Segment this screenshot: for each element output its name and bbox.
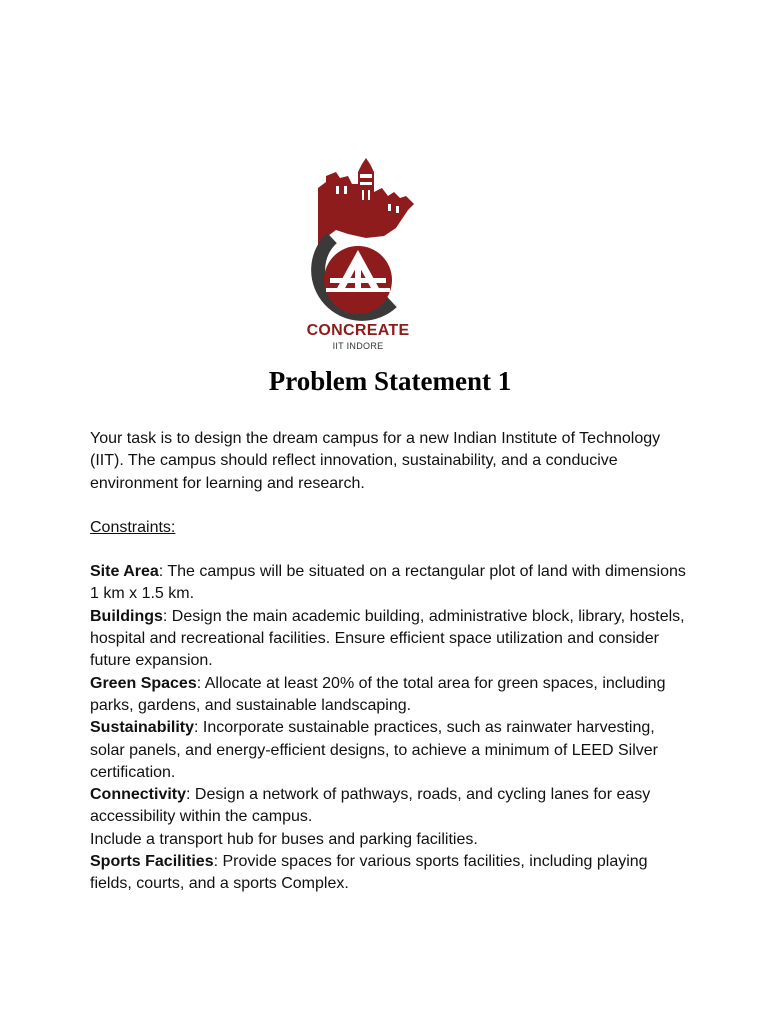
concreate-logo-emblem [296,152,424,322]
logo-brand-name: CONCREATE [306,322,410,339]
constraint-text: Include a transport hub for buses and parking facilities. [90,830,478,848]
constraints-heading: Constraints: [90,518,176,536]
constraint-item [90,829,690,851]
constraint-item [90,717,690,784]
constraint-term: Connectivity [90,786,187,804]
constraint-item [90,784,690,829]
constraint-item [90,851,690,896]
constraint-term: Buildings [90,607,163,625]
spacer [90,495,690,517]
constraint-text: : Provide spaces for various sports facilities, including playing fields, courts, and a sports Complex. [90,853,648,893]
page-title: Problem Statement 1 [268,366,512,396]
document-body [90,428,690,896]
constraint-text: : Allocate at least 20% of the total area for green spaces, including parks, gardens, and sustainable landscaping. [90,674,666,714]
constraint-text: : Design the main academic building, administrative block, library, hostels, hospital and recreational facilities. Ensure efficient space utilization and consider future expansion. [90,607,685,670]
constraint-term: Site Area [90,563,159,581]
constraint-term: Green Spaces [90,674,197,692]
constraint-item [90,561,690,606]
logo-brand-subtitle: IIT INDORE [332,341,384,351]
constraint-item [90,606,690,673]
intro-paragraph: Your task is to design the dream campus for a new Indian Institute of Technology (IIT). The campus should reflect innovation, sustainability, and a conducive environment for learning and research. [90,430,661,492]
spacer [90,539,690,561]
constraint-item [90,673,690,718]
constraint-term: Sustainability [90,719,195,737]
constraint-text: : The campus will be situated on a rectangular plot of land with dimensions 1 km x 1.5 km. [90,563,686,603]
constraint-text: : Design a network of pathways, roads, and cycling lanes for easy accessibility within the campus. [90,786,651,826]
constraint-term: Sports Facilities [90,853,214,871]
constraint-text: : Incorporate sustainable practices, such as rainwater harvesting, solar panels, and energy-efficient designs, to achieve a minimum of LEED Silver certification. [90,719,658,781]
